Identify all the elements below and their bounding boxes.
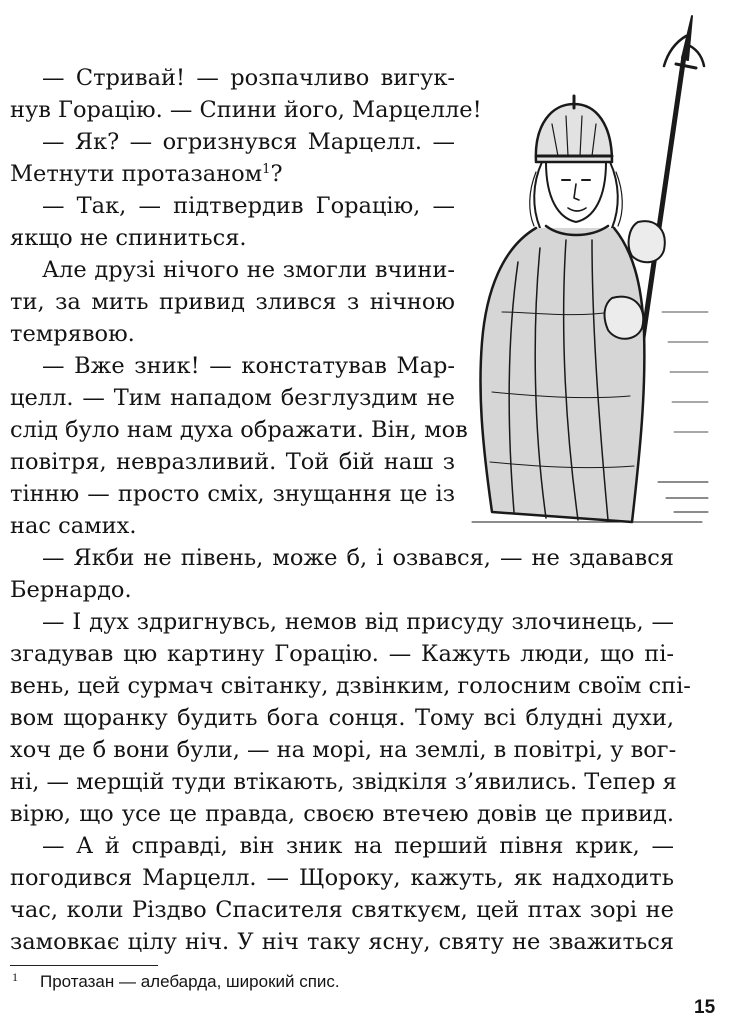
guard-with-halberd-illustration <box>462 12 712 532</box>
text-fragment: ? <box>270 161 283 187</box>
footnote-rule <box>10 965 158 966</box>
text-line: нув Горацію. — Спини його, Марцелле! <box>10 97 482 123</box>
text-line: темрявою. <box>10 321 135 347</box>
text-line: — А й справді, він зник на перший півня крик, — <box>42 833 674 859</box>
text-line: замовкає цілу ніч. У ніч таку ясну, святу не зважиться <box>10 929 674 955</box>
text-line: час, коли Різдво Спасителя святкуєм, цей птах зорі не <box>10 897 674 923</box>
text-fragment: Метнути протазаном <box>10 161 263 187</box>
text-line: згадував цю картину Горацію. — Кажуть люди, що пі- <box>10 641 674 667</box>
text-line: вірю, що усе це правда, своєю втечею довів це привид. <box>10 801 674 827</box>
text-line: — Стривай! — розпачливо вигук- <box>42 65 455 91</box>
text-line: нас самих. <box>10 513 137 539</box>
text-line: — Так, — підтвердив Горацію, — <box>42 193 455 219</box>
text-line: вом щоранку будить бога сонця. Тому всі блудні духи, <box>10 705 674 731</box>
footnote-reference[interactable]: 1 <box>262 162 271 177</box>
text-line: хоч де б вони були, — на морі, на землі, в повітрі, у вог- <box>10 737 677 763</box>
text-line: ти, за мить привид злився з нічною <box>10 289 455 315</box>
text-line: тінню — просто сміх, знущання це із <box>10 481 455 507</box>
text-line <box>10 158 455 190</box>
footnote-text: Протазан — алебарда, широкий спис. <box>40 972 340 991</box>
text-line: — Як? — огризнувся Марцелл. — <box>42 129 455 155</box>
text-line: — Якби не півень, може б, і озвався, — не здавався <box>42 545 674 571</box>
text-line: ні, — мерщій туди втікають, звідкіля з’явились. Тепер я <box>10 769 677 795</box>
text-line: целл. — Тим нападом безглуздим не <box>10 385 455 411</box>
page-number: 15 <box>694 997 716 1018</box>
text-line: погодився Марцелл. — Щороку, кажуть, як надходить <box>10 865 674 891</box>
text-line: повітря, невразливий. Той бій наш з <box>10 449 455 475</box>
footnote-mark: 1 <box>12 970 18 984</box>
text-line: слід було нам духа ображати. Він, мов <box>10 417 468 443</box>
text-line: — І дух здригнувсь, немов від присуду злочинець, — <box>42 609 674 635</box>
text-line: якщо не спиниться. <box>10 225 247 251</box>
text-line: вень, цей сурмач світанку, дзвінким, голосним своїм спі- <box>10 673 691 699</box>
text-line: Але друзі нічого не змогли вчини- <box>42 257 455 283</box>
text-line: — Вже зник! — констатував Мар- <box>42 353 455 379</box>
text-line: Бернардо. <box>10 577 132 603</box>
